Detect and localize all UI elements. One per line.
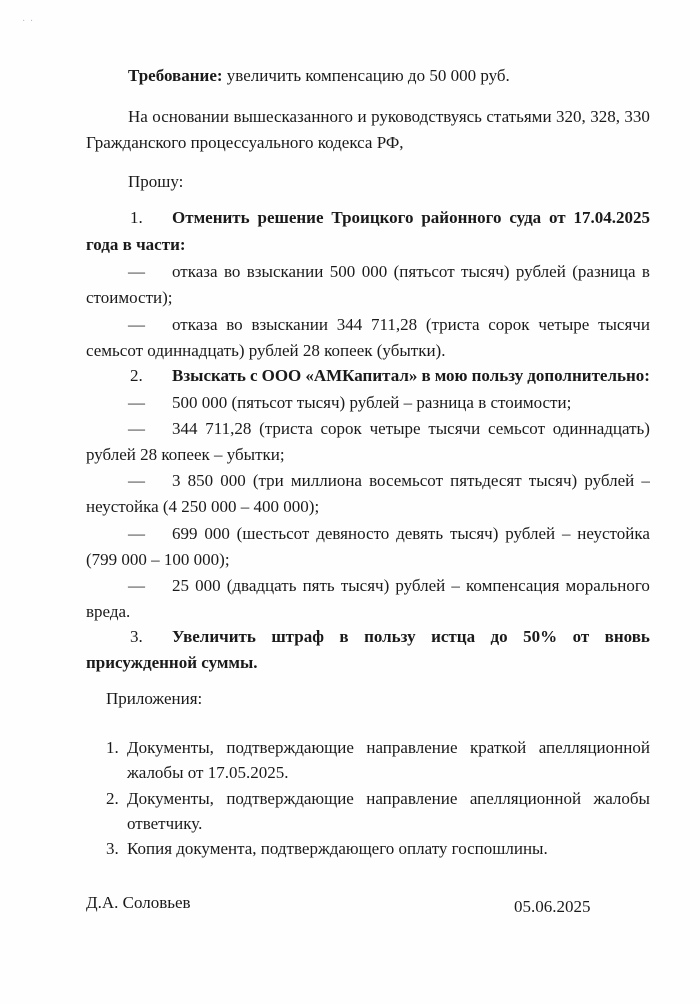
word: суда bbox=[509, 208, 542, 227]
attachment-3-number: 3. bbox=[106, 839, 119, 858]
word: 711,28 bbox=[371, 315, 418, 334]
word: семьсот bbox=[487, 419, 545, 438]
word: Документы, bbox=[127, 789, 214, 808]
word: с bbox=[250, 366, 258, 385]
word: направление bbox=[366, 738, 458, 757]
word: вновь bbox=[604, 627, 650, 646]
word: (три bbox=[252, 471, 284, 490]
attachment-3-line-1: Копия документа, подтверждающего оплату госпошлины. bbox=[127, 839, 548, 858]
word: 344 bbox=[336, 315, 363, 334]
word: во bbox=[223, 262, 241, 281]
item-2-sub-3-line-1 bbox=[172, 471, 650, 491]
word: взыскании bbox=[251, 315, 328, 334]
word: 344 bbox=[172, 419, 198, 438]
word: решение bbox=[257, 208, 324, 227]
word: от bbox=[549, 208, 566, 227]
item-2-sub-4-dash: — bbox=[128, 524, 145, 543]
item-3-number: 3. bbox=[130, 627, 143, 646]
item-3-title-line-1 bbox=[172, 627, 650, 647]
item-1-number: 1. bbox=[130, 208, 143, 227]
item-2-sub-5-line-1 bbox=[172, 576, 650, 596]
word: (шестьсот bbox=[236, 524, 310, 543]
word: одиннадцать) bbox=[552, 419, 650, 438]
word: – bbox=[641, 471, 650, 490]
word: и bbox=[357, 107, 367, 126]
word: 000 bbox=[195, 576, 221, 595]
word: 500 bbox=[329, 262, 356, 281]
word: 17.04.2025 bbox=[573, 208, 650, 227]
word: подтверждающие bbox=[226, 738, 354, 757]
item-2-sub-5-dash: — bbox=[128, 576, 145, 595]
word: подтверждающие bbox=[226, 789, 354, 808]
item-1-sub-1-line-1 bbox=[172, 262, 650, 282]
word: Троицкого bbox=[331, 208, 414, 227]
attachment-1-line-2: жалобы от 17.05.2025. bbox=[127, 763, 289, 782]
word: (пятьсот bbox=[393, 262, 455, 281]
basis-line-1 bbox=[128, 107, 650, 127]
word: тысяч) bbox=[461, 262, 510, 281]
word: рублей bbox=[505, 524, 556, 543]
word: рублей bbox=[584, 471, 635, 490]
word: рублей bbox=[395, 576, 446, 595]
word: взыскании bbox=[246, 262, 324, 281]
word: четыре bbox=[538, 315, 590, 334]
word: жалобы bbox=[593, 789, 650, 808]
request-label: Прошу: bbox=[128, 172, 184, 191]
word: пятьдесят bbox=[450, 471, 522, 490]
word: морального bbox=[565, 576, 650, 595]
word: 25 bbox=[172, 576, 189, 595]
item-1-title-line-2: года в части: bbox=[86, 235, 186, 254]
word: тысячи bbox=[598, 315, 650, 334]
word: отказа bbox=[172, 315, 218, 334]
word: в bbox=[641, 262, 650, 281]
word: дополнительно: bbox=[527, 366, 650, 385]
word: 50% bbox=[523, 627, 558, 646]
word: Отменить bbox=[172, 208, 250, 227]
word: во bbox=[226, 315, 243, 334]
word: четыре bbox=[369, 419, 421, 438]
signature-name: Д.А. Соловьев bbox=[86, 893, 191, 912]
attachment-2-line-1 bbox=[127, 789, 650, 809]
word: мою bbox=[434, 366, 468, 385]
word: 320, bbox=[556, 107, 586, 126]
word: 328, bbox=[590, 107, 620, 126]
word: компенсация bbox=[466, 576, 560, 595]
demand-label: Требование: bbox=[128, 66, 223, 85]
word: 711,28 bbox=[205, 419, 252, 438]
word: Документы, bbox=[127, 738, 214, 757]
word: в bbox=[421, 366, 431, 385]
word: пять bbox=[302, 576, 335, 595]
word: тысяч) bbox=[449, 524, 499, 543]
item-1-sub-2-line-2: семьсот одиннадцать) рублей 28 копеек (убытки). bbox=[86, 341, 446, 360]
word: тысяч) bbox=[528, 471, 578, 490]
word: восемьсот bbox=[369, 471, 444, 490]
word: неустойка bbox=[577, 524, 650, 543]
word: пользу bbox=[471, 366, 524, 385]
word: (разница bbox=[572, 262, 636, 281]
item-3-title-line-2: присужденной суммы. bbox=[86, 653, 258, 672]
demand-paragraph bbox=[128, 66, 510, 86]
item-2-sub-4-line-1 bbox=[172, 524, 650, 544]
word: (триста bbox=[259, 419, 313, 438]
word: 000 bbox=[361, 262, 388, 281]
word: 3 bbox=[172, 471, 181, 490]
word: от bbox=[572, 627, 590, 646]
word: до bbox=[490, 627, 508, 646]
item-2-sub-1-line-1: 500 000 (пятьсот тысяч) рублей – разница в стоимости; bbox=[172, 393, 572, 412]
word: истца bbox=[431, 627, 476, 646]
word: 000 bbox=[220, 471, 246, 490]
word: руководствуясь bbox=[371, 107, 482, 126]
attachment-1-line-1 bbox=[127, 738, 650, 758]
item-2-number: 2. bbox=[130, 366, 143, 385]
word: вышесказанного bbox=[233, 107, 354, 126]
word: 699 bbox=[172, 524, 198, 543]
word: сорок bbox=[488, 315, 530, 334]
basis-line-2: Гражданского процессуального кодекса РФ, bbox=[86, 133, 404, 152]
word: (двадцать bbox=[226, 576, 297, 595]
item-2-sub-2-line-1 bbox=[172, 419, 650, 439]
word: – bbox=[451, 576, 460, 595]
word: тысячи bbox=[428, 419, 481, 438]
word: (триста bbox=[425, 315, 480, 334]
word: штраф bbox=[271, 627, 324, 646]
attachment-2-number: 2. bbox=[106, 789, 119, 808]
item-1-sub-1-line-2: стоимости); bbox=[86, 288, 173, 307]
word: апелляционной bbox=[538, 738, 650, 757]
word: в bbox=[339, 627, 349, 646]
word: девяносто bbox=[316, 524, 390, 543]
word: пользу bbox=[364, 627, 416, 646]
item-2-sub-1-dash: — bbox=[128, 393, 145, 412]
attachments-label: Приложения: bbox=[106, 689, 203, 708]
word: 000 bbox=[204, 524, 230, 543]
item-2-title bbox=[172, 366, 650, 386]
demand-text: увеличить компенсацию до 50 000 руб. bbox=[222, 66, 510, 85]
word: Увеличить bbox=[172, 627, 256, 646]
word: сорок bbox=[320, 419, 362, 438]
item-2-sub-3-dash: — bbox=[128, 471, 145, 490]
word: На bbox=[128, 107, 148, 126]
item-1-title-line-1 bbox=[172, 208, 650, 228]
item-2-sub-2-dash: — bbox=[128, 419, 145, 438]
word: отказа bbox=[172, 262, 218, 281]
word: тысяч) bbox=[340, 576, 390, 595]
word: Взыскать bbox=[172, 366, 246, 385]
item-1-sub-2-dash: — bbox=[128, 315, 145, 334]
word: – bbox=[561, 524, 571, 543]
word: районного bbox=[421, 208, 502, 227]
signature-date: 05.06.2025 bbox=[514, 897, 591, 916]
word: девять bbox=[396, 524, 444, 543]
word: статьями bbox=[486, 107, 552, 126]
item-2-sub-3-line-2: неустойка (4 250 000 – 400 000); bbox=[86, 497, 320, 516]
word: апелляционной bbox=[469, 789, 582, 808]
word: 850 bbox=[187, 471, 214, 490]
word: 330 bbox=[624, 107, 650, 126]
word: основании bbox=[152, 107, 229, 126]
item-2-sub-5-line-2: вреда. bbox=[86, 602, 131, 621]
word: рублей bbox=[515, 262, 566, 281]
item-2-sub-2-line-2: рублей 28 копеек – убытки; bbox=[86, 445, 285, 464]
word: миллиона bbox=[290, 471, 362, 490]
attachment-2-line-2: ответчику. bbox=[127, 814, 203, 833]
word: краткой bbox=[469, 738, 527, 757]
item-2-sub-4-line-2: (799 000 – 100 000); bbox=[86, 550, 230, 569]
word: направление bbox=[366, 789, 458, 808]
scan-artifact: · · bbox=[22, 16, 35, 27]
word: ООО bbox=[261, 366, 302, 385]
attachment-1-number: 1. bbox=[106, 738, 119, 757]
word: «АМКапитал» bbox=[305, 366, 418, 385]
item-1-sub-1-dash: — bbox=[128, 262, 145, 281]
item-1-sub-2-line-1 bbox=[172, 315, 650, 335]
